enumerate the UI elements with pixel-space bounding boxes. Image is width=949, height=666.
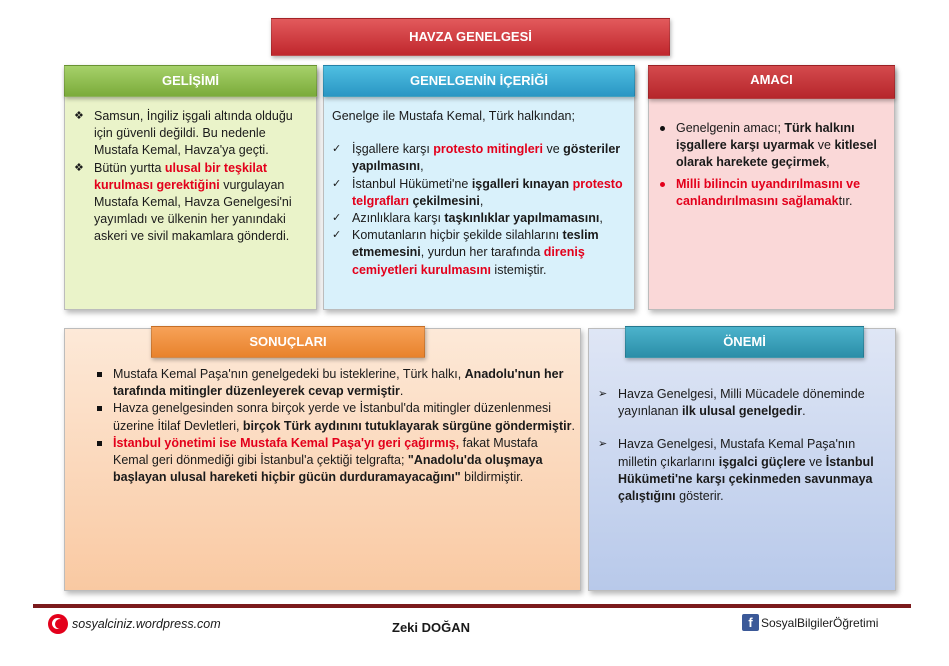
footer-website[interactable] <box>48 614 221 634</box>
check-bullet-icon: ✓ <box>332 177 342 190</box>
page-title: HAVZA GENELGESİ <box>271 18 670 56</box>
check-bullet-icon: ✓ <box>332 229 342 242</box>
list-item: ✓ İstanbul Hükümeti'ne işgalleri kınayan protesto telgrafları çekilmesini, <box>332 176 623 208</box>
arrow-bullet-icon: ➢ <box>598 388 608 400</box>
footer-website-text: sosyalciniz.wordpress.com <box>72 617 221 631</box>
onem-content <box>598 386 890 505</box>
onem-header: ÖNEMİ <box>625 326 864 358</box>
list-item: Havza genelgesinden sonra birçok yerde ve İstanbul'da mitingler düzenlenmesi üzerine İtilaf Devletleri, birçok Türk aydınını tutuklayarak sürgüne göndermiştir. <box>113 401 575 433</box>
list-item: ✓ Azınlıklara karşı taşkınlıklar yapılmamasını, <box>332 210 628 227</box>
footer-facebook[interactable] <box>742 614 878 631</box>
footer-divider <box>33 604 911 608</box>
footer-facebook-text: SosyalBilgilerÖğretimi <box>761 615 879 630</box>
check-bullet-icon: ✓ <box>332 143 342 156</box>
amac-header: AMACI <box>648 65 895 99</box>
list-item: Mustafa Kemal Paşa'nın genelgedeki bu isteklerine, Türk halkı, Anadolu'nun her tarafında mitingler düzenleyerek cevap vermiştir. <box>113 367 564 399</box>
list-item: ✓ Komutanların hiçbir şekilde silahlarını teslim etmemesini, yurdun her tarafında direniş cemiyetleri kurulmasını istemiştir. <box>332 228 599 277</box>
diamond-bullet-icon: ❖ <box>74 110 84 122</box>
list-item: ✓ İşgallere karşı protesto mitingleri ve gösteriler yapılmasını, <box>332 142 621 174</box>
footer-author: Zeki DOĞAN <box>392 620 471 635</box>
sonuc-content <box>93 366 575 486</box>
diamond-bullet-icon: ❖ <box>74 161 84 174</box>
gelisim-header: GELİŞİMİ <box>64 65 317 97</box>
list-item: ➢ Havza Genelgesi, Milli Mücadele döneminde yayınlanan ilk ulusal genelgedir. <box>598 387 865 419</box>
icerik-intro: Genelge ile Mustafa Kemal, Türk halkından; <box>332 109 575 123</box>
check-bullet-icon: ✓ <box>332 212 342 225</box>
list-item: ➢ Havza Genelgesi, Mustafa Kemal Paşa'nın milletin çıkarlarını işgalci güçlere ve İstanbul Hükümeti'ne karşı çekinmeden savunmaya çalıştığını gösterir. <box>598 437 874 504</box>
gelisim-content <box>74 108 310 246</box>
list-item: İstanbul yönetimi ise Mustafa Kemal Paşa'yı geri çağırmış, fakat Mustafa Kemal geri dönmediği gibi İstanbul'a çektiği telgrafta; "Anadolu'da oluşmaya başlayan ulusal hareketi hiçbir gücün durduramayacağını" bildirmiştir. <box>113 435 543 485</box>
arrow-bullet-icon: ➢ <box>598 438 608 451</box>
icerik-content <box>332 108 628 279</box>
list-item: ❖ Samsun, İngiliz işgali altında olduğu için güvenli değildi. Bu nedenle Mustafa Kemal, Havza'ya geçti. <box>74 109 293 158</box>
sonuc-header: SONUÇLARI <box>151 326 425 358</box>
list-item: Milli bilincin uyandırılmasını ve canlandırılmasını sağlamaktır. <box>676 176 861 208</box>
icerik-header: GENELGENİN İÇERİĞİ <box>323 65 635 97</box>
facebook-icon: f <box>742 614 759 631</box>
list-item: Genelgenin amacı; Türk halkını işgallere karşı uyarmak ve kitlesel olarak harekete geçirmek, <box>676 121 877 170</box>
list-item: ❖ Bütün yurtta ulusal bir teşkilat kurulması gerektiğini vurgulayan Mustafa Kemal, Havza Genelgesi'ni yayımladı ve ülkenin her yanındaki askeri ve sivil makamlara gönderdi. <box>74 160 292 244</box>
amac-content <box>656 120 888 210</box>
turkish-flag-icon <box>48 614 68 634</box>
